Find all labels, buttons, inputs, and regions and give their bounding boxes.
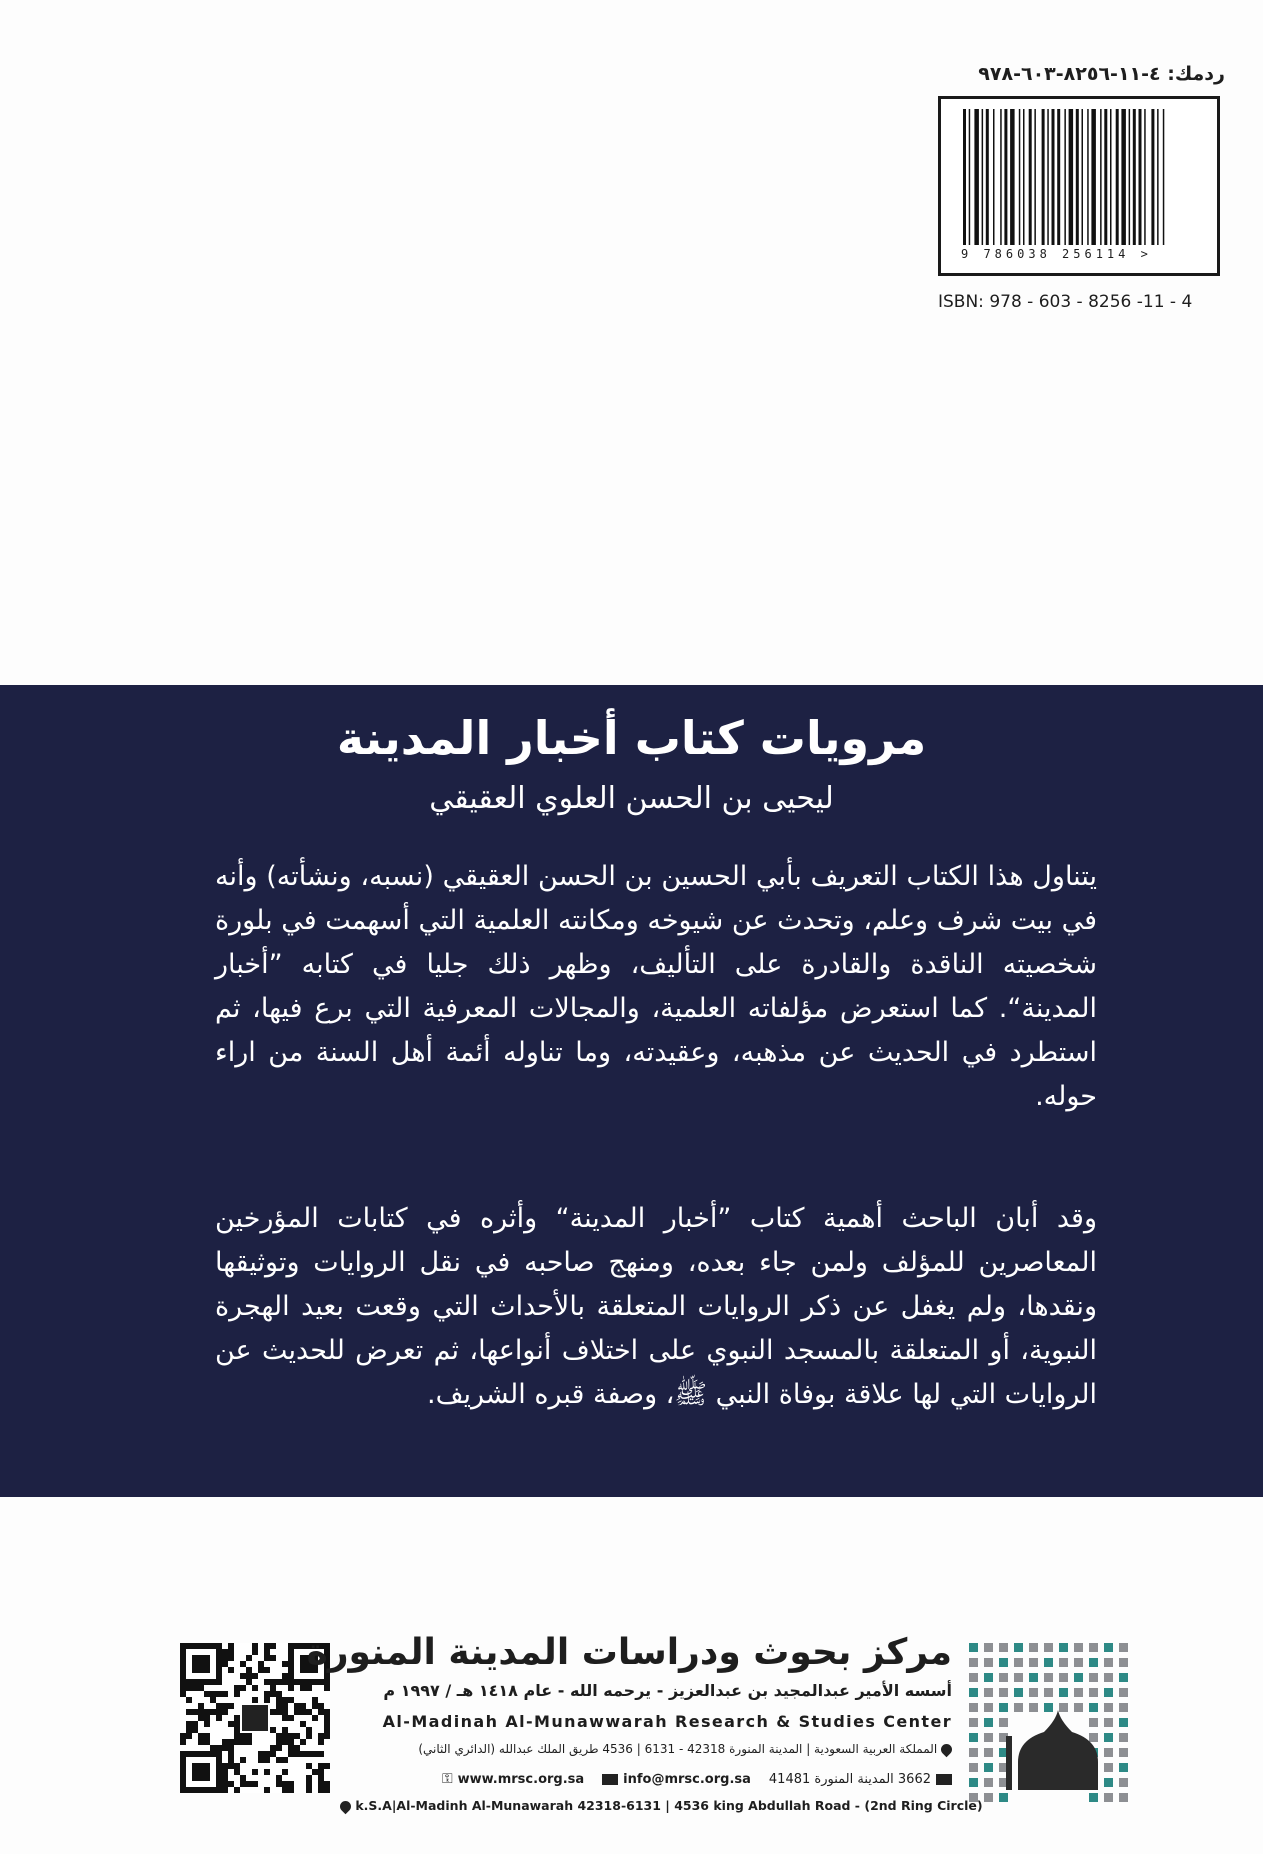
founded-line: أسسه الأمير عبدالمجيد بن عبدالعزيز - يرحمه الله - عام ١٤١٨ هـ / ١٩٩٧ م	[383, 1681, 952, 1700]
isbn-latin-label: ISBN: 978 - 603 - 8256 -11 - 4	[938, 292, 1193, 312]
description-band	[0, 685, 1263, 1497]
globe-key-icon: ⚿	[441, 1771, 453, 1787]
address-arabic	[340, 1742, 952, 1756]
address-arabic-text: المملكة العربية السعودية | المدينة المنورة 42318 - 6131 | 4536 طريق الملك عبدالله (الدائري الثاني)	[418, 1742, 938, 1756]
description-paragraph-1: يتناول هذا الكتاب التعريف بأبي الحسين بن الحسن العقيقي (نسبه، ونشأته) وأنه في بيت شرف وعلم، وتحدث عن شيوخه ومكانته العلمية التي أسهمت في بلورة شخصيته الناقدة والقادرة على التأليف، وظهر ذلك جليا في كتابه ”أخبار المدينة“. كما استعرض مؤلفاته العلمية، والمجالات المعرفية التي برع فيها، ثم استطرد في الحديث عن مذهبه، وعقيدته، وما تناوله أئمة أهل السنة من اراء حوله.	[215, 861, 1097, 1112]
location-pin-icon	[338, 1799, 354, 1815]
book-author: ليحيى بن الحسن العلوي العقيقي	[429, 781, 834, 816]
book-title: مرويات كتاب أخبار المدينة	[336, 711, 927, 765]
mailbox-icon	[936, 1774, 952, 1785]
email-item[interactable]	[602, 1771, 751, 1787]
location-pin-icon	[939, 1742, 955, 1758]
po-box-text: 3662 المدينة المنورة 41481	[768, 1771, 931, 1787]
center-name-arabic: مركز بحوث ودراسات المدينة المنورة	[306, 1632, 952, 1673]
contact-row	[340, 1771, 952, 1787]
center-name-english: Al-Madinah Al-Munawwarah Research & Studies Center	[382, 1712, 952, 1731]
website-item[interactable]	[442, 1771, 584, 1787]
description-paragraph-2: وقد أبان الباحث أهمية كتاب ”أخبار المدينة“ وأثره في كتابات المؤرخين المعاصرين للمؤلف ولمن جاء بعده، ومنهج صاحبه في نقل الروايات وتوثيقها ونقدها، ولم يغفل عن ذكر الروايات المتعلقة بالأحداث التي وقعت بعيد الهجرة النبوية، أو المتعلقة بالمسجد النبوي على اختلاف أنواعها، ثم تعرض للحديث عن الروايات التي لها علاقة بوفاة النبي ﷺ، وصفة قبره الشريف.	[215, 1203, 1097, 1410]
website-text[interactable]: www.mrsc.org.sa	[457, 1771, 585, 1787]
barcode-digits: 9 786038 256114 >	[961, 247, 1152, 261]
po-box-item	[769, 1771, 952, 1787]
email-text[interactable]: info@mrsc.org.sa	[623, 1771, 751, 1787]
address-english-text: k.S.A|Al-Madinh Al-Munawarah 42318-6131 | 4536 king Abdullah Road - (2nd Ring Circle)	[355, 1798, 983, 1813]
isbn-arabic-label: ردمك: ٤-١١-٨٢٥٦-٦٠٣-٩٧٨	[978, 63, 1225, 85]
barcode	[938, 96, 1220, 276]
envelope-icon	[602, 1774, 618, 1785]
address-english	[340, 1798, 983, 1813]
center-logo-icon	[966, 1640, 1136, 1815]
barcode-bars-icon	[961, 109, 1199, 245]
